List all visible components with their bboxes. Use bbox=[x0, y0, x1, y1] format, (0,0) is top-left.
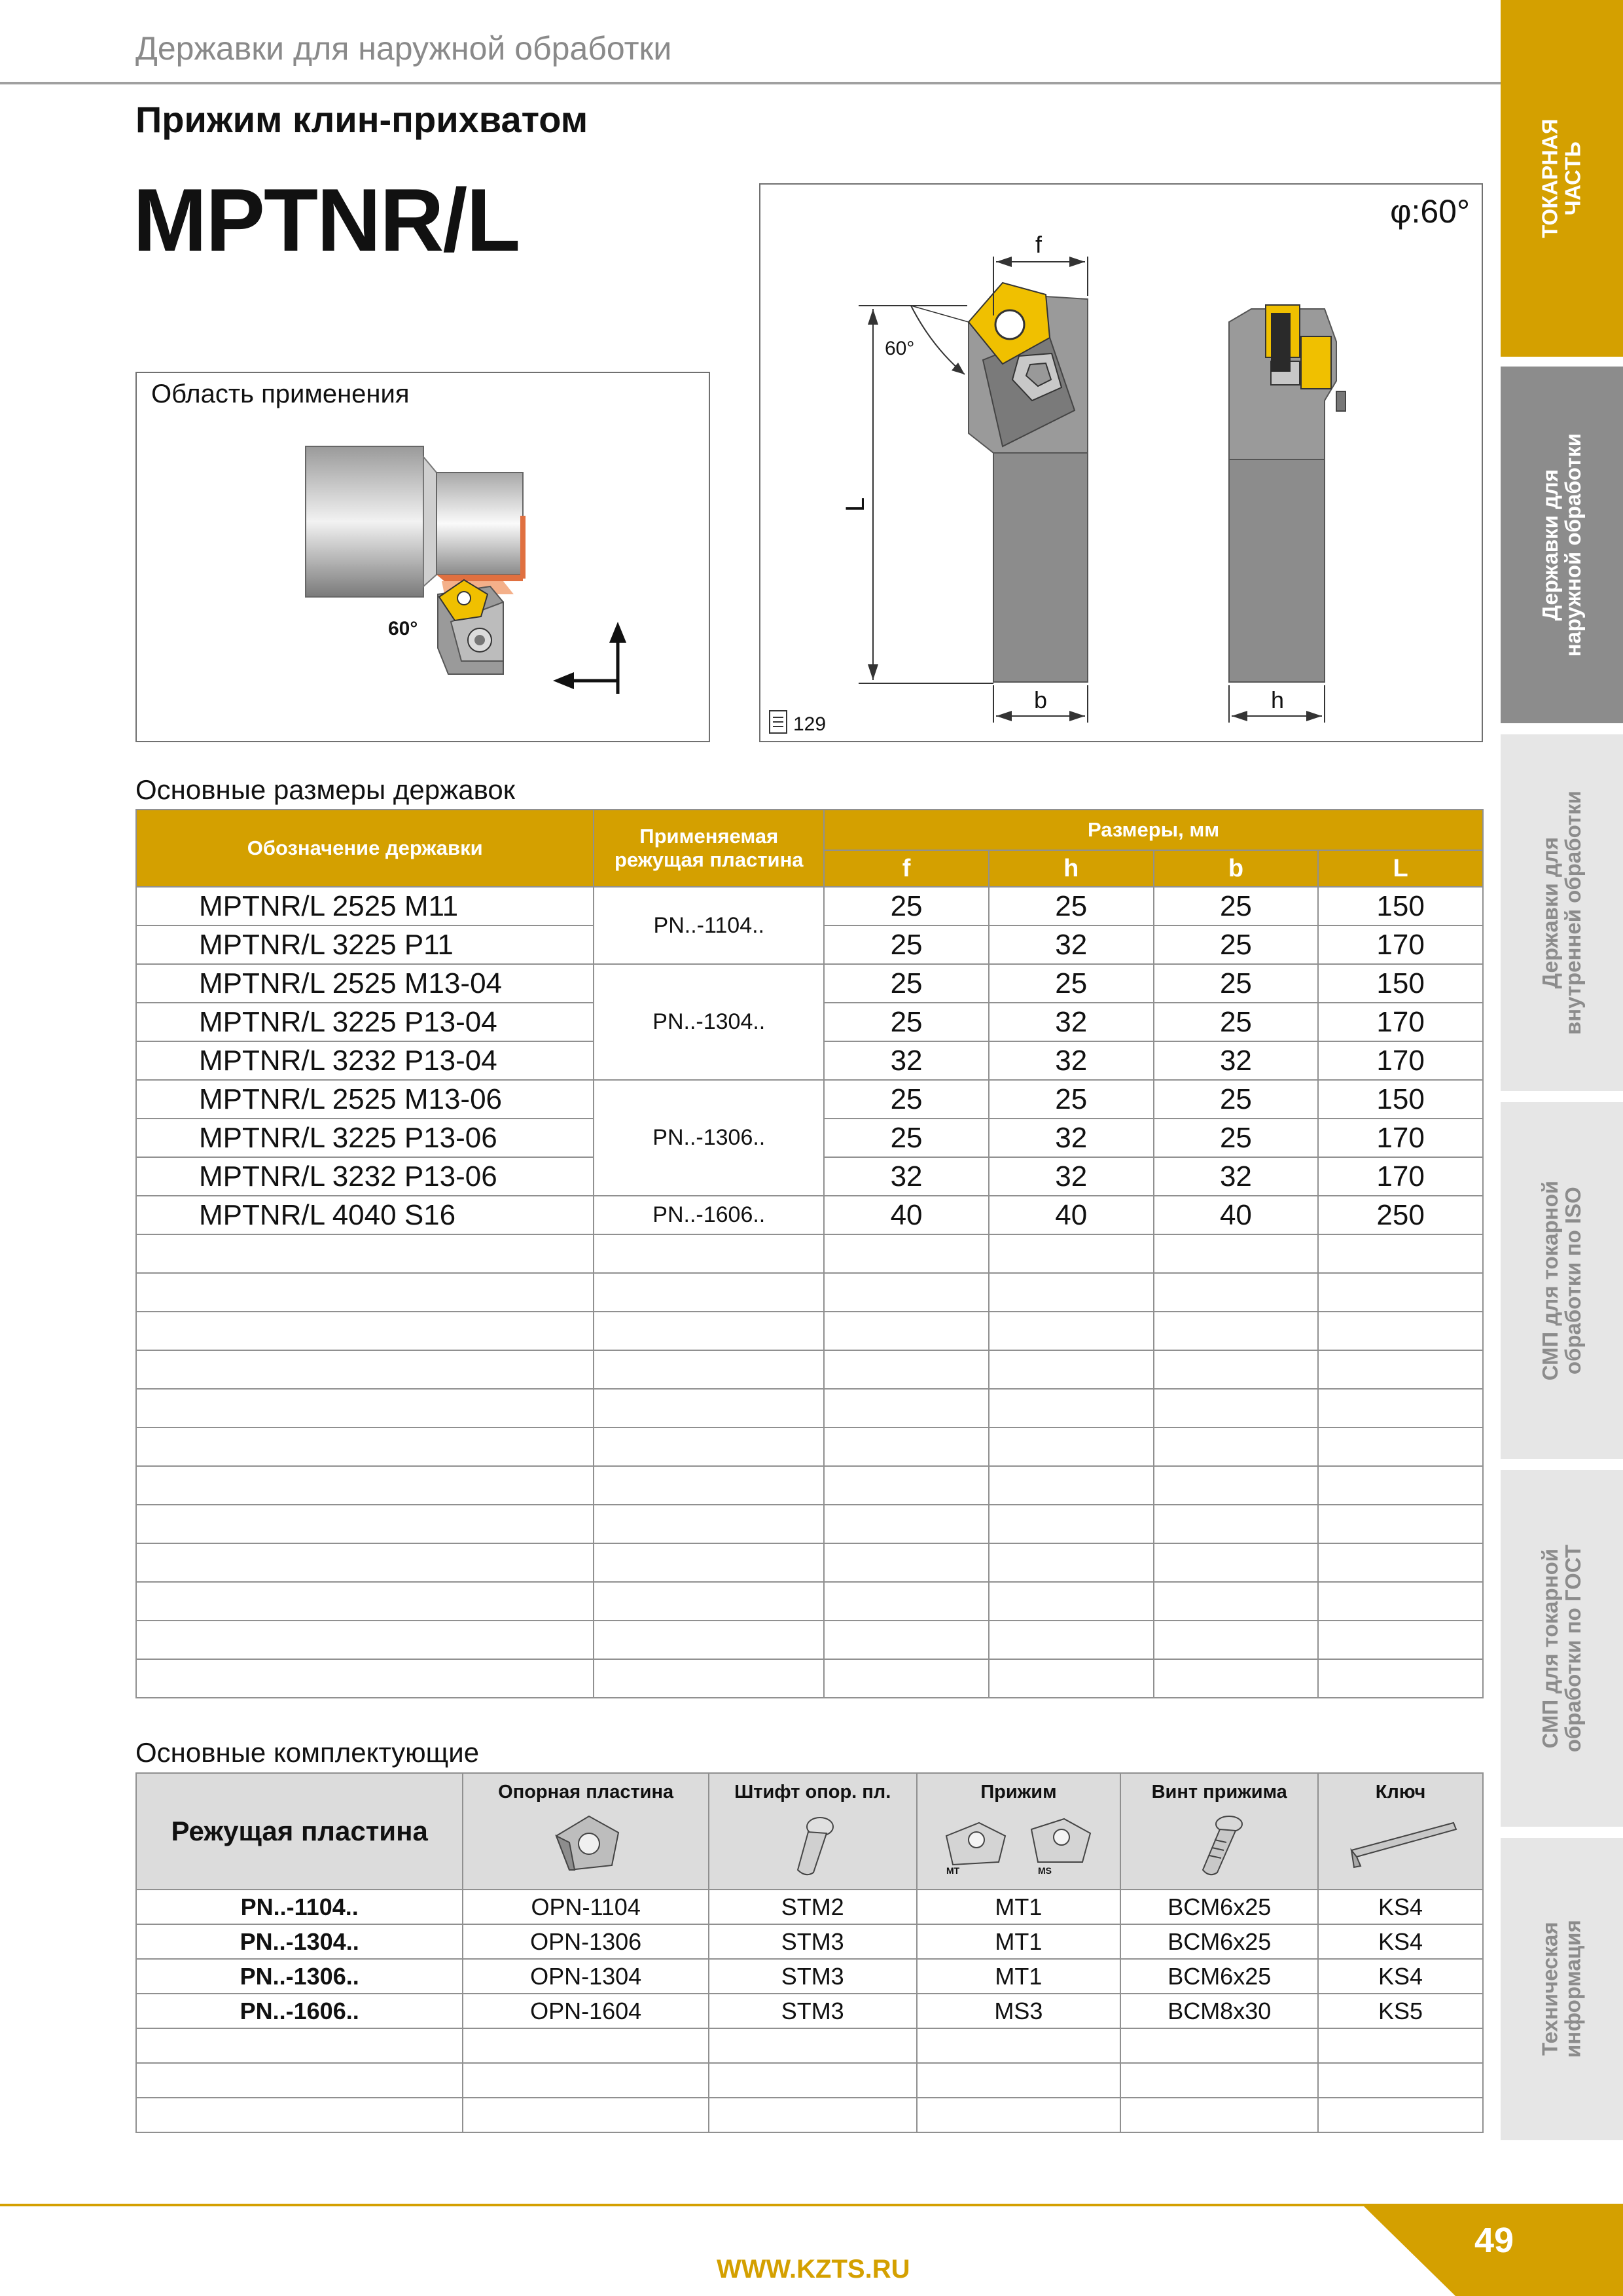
empty-cell bbox=[989, 1582, 1154, 1621]
designation-cell: MPTNR/L 3225 P13-06 bbox=[136, 1119, 594, 1157]
insert-cell: PN..-1606.. bbox=[594, 1196, 824, 1234]
f-cell: 25 bbox=[824, 1119, 989, 1157]
page-reference[interactable]: 129 bbox=[793, 713, 827, 735]
insert-cell: PN..-1306.. bbox=[136, 1959, 463, 1994]
table-row bbox=[136, 887, 1483, 925]
pin-cell: STM3 bbox=[709, 1959, 917, 1994]
empty-table-row bbox=[136, 1505, 1483, 1543]
key-cell: KS4 bbox=[1318, 1959, 1483, 1994]
empty-cell bbox=[1318, 2063, 1483, 2098]
sidebar-tab-label: Державки для внутренней обработки bbox=[1537, 790, 1585, 1035]
empty-cell bbox=[1154, 1466, 1319, 1505]
table-row bbox=[136, 1196, 1483, 1234]
dim-L-label: L bbox=[841, 497, 870, 512]
empty-cell bbox=[594, 1621, 824, 1659]
key-cell: KS5 bbox=[1318, 1994, 1483, 2028]
support-cell: OPN-1604 bbox=[463, 1994, 709, 2028]
b-cell: 25 bbox=[1154, 1003, 1319, 1041]
empty-table-row bbox=[136, 1466, 1483, 1505]
empty-cell bbox=[824, 1582, 989, 1621]
L-cell: 150 bbox=[1318, 1080, 1483, 1119]
sidebar-tab-label: СМП для токарной обработки по ГОСТ bbox=[1537, 1544, 1585, 1753]
hex-key-icon bbox=[1338, 1810, 1463, 1875]
empty-cell bbox=[1318, 1312, 1483, 1350]
empty-cell bbox=[824, 1621, 989, 1659]
empty-cell bbox=[824, 1505, 989, 1543]
screw-cell: BCM6x25 bbox=[1120, 1924, 1318, 1959]
support-pin-icon bbox=[777, 1810, 849, 1882]
b-cell: 25 bbox=[1154, 964, 1319, 1003]
f-cell: 25 bbox=[824, 887, 989, 925]
empty-cell bbox=[989, 1427, 1154, 1466]
clamp-icon bbox=[940, 1810, 1097, 1875]
clamp-cell: MT1 bbox=[917, 1924, 1121, 1959]
table-row bbox=[136, 1959, 1483, 1994]
col-support-plate bbox=[463, 1773, 709, 1890]
empty-cell bbox=[594, 1389, 824, 1427]
L-cell: 170 bbox=[1318, 1119, 1483, 1157]
empty-cell bbox=[1154, 1234, 1319, 1273]
components-table bbox=[135, 1772, 1484, 2133]
sidebar-tab-inserts-iso[interactable] bbox=[1501, 1102, 1623, 1459]
empty-cell bbox=[824, 1659, 989, 1698]
col-h: h bbox=[989, 850, 1154, 887]
table-row bbox=[136, 1890, 1483, 1924]
empty-cell bbox=[136, 1350, 594, 1389]
drawing-angle-label: 60° bbox=[885, 338, 915, 359]
empty-cell bbox=[463, 2098, 709, 2132]
empty-cell bbox=[1318, 2028, 1483, 2063]
sidebar-tab-label: ТОКАРНАЯ ЧАСТЬ bbox=[1537, 118, 1585, 238]
empty-cell bbox=[989, 1273, 1154, 1312]
b-cell: 32 bbox=[1154, 1041, 1319, 1080]
empty-table-row bbox=[136, 1350, 1483, 1389]
application-box bbox=[135, 372, 710, 742]
pin-cell: STM3 bbox=[709, 1924, 917, 1959]
empty-cell bbox=[136, 1312, 594, 1350]
empty-rows bbox=[136, 1234, 1483, 1698]
screw-cell: BCM6x25 bbox=[1120, 1959, 1318, 1994]
key-cell: KS4 bbox=[1318, 1890, 1483, 1924]
empty-cell bbox=[594, 1350, 824, 1389]
empty-cell bbox=[136, 2063, 463, 2098]
page-number: 49 bbox=[1474, 2221, 1514, 2260]
empty-table-row bbox=[136, 2063, 1483, 2098]
dim-f-label: f bbox=[1035, 231, 1043, 258]
empty-cell bbox=[594, 1312, 824, 1350]
empty-cell bbox=[1154, 1543, 1319, 1582]
insert-cell: PN..-1104.. bbox=[136, 1890, 463, 1924]
col-clamp bbox=[917, 1773, 1121, 1890]
sidebar-tab-internal-holders[interactable] bbox=[1501, 734, 1623, 1091]
empty-cell bbox=[989, 1505, 1154, 1543]
h-cell: 40 bbox=[989, 1196, 1154, 1234]
empty-cell bbox=[136, 1543, 594, 1582]
insert-cell: PN..-1304.. bbox=[136, 1924, 463, 1959]
empty-cell bbox=[136, 1505, 594, 1543]
empty-cell bbox=[989, 1312, 1154, 1350]
empty-cell bbox=[594, 1273, 824, 1312]
components-title: Основные комплектующие bbox=[135, 1737, 480, 1768]
sidebar-tab-inserts-gost[interactable] bbox=[1501, 1470, 1623, 1827]
holder-drawing bbox=[760, 185, 1484, 744]
h-cell: 25 bbox=[989, 887, 1154, 925]
designation-cell: MPTNR/L 3232 P13-06 bbox=[136, 1157, 594, 1196]
h-cell: 25 bbox=[989, 1080, 1154, 1119]
header-divider bbox=[0, 82, 1501, 84]
col-key bbox=[1318, 1773, 1483, 1890]
support-plate-icon bbox=[543, 1810, 628, 1875]
empty-cell bbox=[1318, 1389, 1483, 1427]
empty-cell bbox=[1318, 1234, 1483, 1273]
clamp-label: Прижим bbox=[980, 1782, 1057, 1803]
empty-cell bbox=[1154, 1312, 1319, 1350]
support-cell: OPN-1104 bbox=[463, 1890, 709, 1924]
empty-cell bbox=[1120, 2063, 1318, 2098]
clamp-ms-label: MS bbox=[1038, 1865, 1052, 1875]
insert-cell: PN..-1104.. bbox=[594, 887, 824, 964]
sidebar-tab-turning[interactable] bbox=[1501, 0, 1623, 357]
empty-table-row bbox=[136, 1427, 1483, 1466]
footer-divider bbox=[0, 2204, 1374, 2206]
phi-angle-label: φ:60° bbox=[1390, 193, 1470, 230]
empty-cell bbox=[989, 1234, 1154, 1273]
empty-cell bbox=[463, 2063, 709, 2098]
designation-cell: MPTNR/L 3232 P13-04 bbox=[136, 1041, 594, 1080]
empty-table-row bbox=[136, 1659, 1483, 1698]
page-category: Державки для наружной обработки bbox=[135, 30, 672, 67]
empty-cell bbox=[1154, 1389, 1319, 1427]
h-cell: 25 bbox=[989, 964, 1154, 1003]
f-cell: 25 bbox=[824, 1080, 989, 1119]
empty-cell bbox=[989, 1659, 1154, 1698]
dim-h-label: h bbox=[1271, 687, 1285, 713]
L-cell: 150 bbox=[1318, 887, 1483, 925]
empty-cell bbox=[1318, 1543, 1483, 1582]
empty-table-row bbox=[136, 1273, 1483, 1312]
empty-cell bbox=[136, 1234, 594, 1273]
empty-cell bbox=[1120, 2098, 1318, 2132]
table-row bbox=[136, 1924, 1483, 1959]
empty-cell bbox=[594, 1543, 824, 1582]
empty-cell bbox=[1318, 1350, 1483, 1389]
empty-cell bbox=[1318, 1505, 1483, 1543]
L-cell: 170 bbox=[1318, 1157, 1483, 1196]
dim-b-label: b bbox=[1034, 687, 1048, 713]
col-dimensions: Размеры, мм bbox=[824, 810, 1483, 850]
empty-table-row bbox=[136, 1389, 1483, 1427]
support-cell: OPN-1304 bbox=[463, 1959, 709, 1994]
application-angle-label: 60° bbox=[388, 618, 418, 639]
support-pin-label: Штифт опор. пл. bbox=[734, 1782, 891, 1803]
L-cell: 170 bbox=[1318, 1003, 1483, 1041]
support-cell: OPN-1306 bbox=[463, 1924, 709, 1959]
col-insert: Применяемая режущая пластина bbox=[594, 810, 824, 887]
h-cell: 32 bbox=[989, 1119, 1154, 1157]
empty-cell bbox=[136, 2028, 463, 2063]
empty-cell bbox=[136, 1273, 594, 1312]
empty-cell bbox=[136, 1621, 594, 1659]
sidebar bbox=[1501, 0, 1623, 2140]
empty-table-row bbox=[136, 1543, 1483, 1582]
key-label: Ключ bbox=[1375, 1782, 1426, 1803]
empty-table-row bbox=[136, 1234, 1483, 1273]
application-title: Область применения bbox=[151, 380, 410, 408]
L-cell: 170 bbox=[1318, 1041, 1483, 1080]
empty-cell bbox=[594, 1234, 824, 1273]
empty-table-row bbox=[136, 1582, 1483, 1621]
empty-cell bbox=[1318, 1427, 1483, 1466]
b-cell: 25 bbox=[1154, 887, 1319, 925]
empty-cell bbox=[136, 1659, 594, 1698]
sidebar-tab-tech-info[interactable] bbox=[1501, 1838, 1623, 2140]
designation-cell: MPTNR/L 2525 M13-04 bbox=[136, 964, 594, 1003]
empty-cell bbox=[989, 1389, 1154, 1427]
empty-cell bbox=[1120, 2028, 1318, 2063]
designation-cell: MPTNR/L 2525 M13-06 bbox=[136, 1080, 594, 1119]
pin-cell: STM2 bbox=[709, 1890, 917, 1924]
empty-cell bbox=[824, 1543, 989, 1582]
empty-cell bbox=[594, 1659, 824, 1698]
table-row bbox=[136, 1994, 1483, 2028]
empty-cell bbox=[1154, 1273, 1319, 1312]
clamp-cell: MT1 bbox=[917, 1959, 1121, 1994]
empty-cell bbox=[1318, 1273, 1483, 1312]
L-cell: 250 bbox=[1318, 1196, 1483, 1234]
page-title: MPTNR/L bbox=[133, 170, 520, 270]
col-f: f bbox=[824, 850, 989, 887]
empty-cell bbox=[824, 1273, 989, 1312]
b-cell: 25 bbox=[1154, 1119, 1319, 1157]
clamp-cell: MT1 bbox=[917, 1890, 1121, 1924]
col-clamp-screw bbox=[1120, 1773, 1318, 1890]
b-cell: 40 bbox=[1154, 1196, 1319, 1234]
L-cell: 150 bbox=[1318, 964, 1483, 1003]
empty-cell bbox=[1318, 1659, 1483, 1698]
empty-cell bbox=[824, 1427, 989, 1466]
empty-cell bbox=[1154, 1659, 1319, 1698]
sidebar-tab-label: Техническая информация bbox=[1537, 1920, 1585, 2058]
empty-cell bbox=[824, 1466, 989, 1505]
b-cell: 25 bbox=[1154, 925, 1319, 964]
insert-cell: PN..-1306.. bbox=[594, 1080, 824, 1196]
pin-cell: STM3 bbox=[709, 1994, 917, 2028]
screw-cell: BCM8x30 bbox=[1120, 1994, 1318, 2028]
table-row bbox=[136, 1080, 1483, 1119]
col-b: b bbox=[1154, 850, 1319, 887]
empty-cell bbox=[463, 2028, 709, 2063]
empty-table-row bbox=[136, 2028, 1483, 2063]
empty-rows bbox=[136, 2028, 1483, 2132]
empty-cell bbox=[824, 1389, 989, 1427]
empty-cell bbox=[1154, 1505, 1319, 1543]
insert-cell: PN..-1606.. bbox=[136, 1994, 463, 2028]
screw-cell: BCM6x25 bbox=[1120, 1890, 1318, 1924]
empty-cell bbox=[917, 2063, 1121, 2098]
empty-cell bbox=[136, 1427, 594, 1466]
empty-cell bbox=[989, 1621, 1154, 1659]
f-cell: 25 bbox=[824, 1003, 989, 1041]
empty-cell bbox=[136, 1466, 594, 1505]
insert-cell: PN..-1304.. bbox=[594, 964, 824, 1080]
empty-cell bbox=[709, 2063, 917, 2098]
b-cell: 25 bbox=[1154, 1080, 1319, 1119]
col-support-pin bbox=[709, 1773, 917, 1890]
empty-table-row bbox=[136, 1621, 1483, 1659]
application-illustration bbox=[137, 373, 711, 744]
empty-cell bbox=[824, 1234, 989, 1273]
h-cell: 32 bbox=[989, 1041, 1154, 1080]
empty-cell bbox=[1154, 1427, 1319, 1466]
empty-cell bbox=[709, 2028, 917, 2063]
sidebar-tab-label: Державки для наружной обработки bbox=[1537, 433, 1585, 657]
empty-cell bbox=[709, 2098, 917, 2132]
empty-cell bbox=[136, 1389, 594, 1427]
footer-url-link[interactable]: WWW.KZTS.RU bbox=[717, 2255, 910, 2284]
sidebar-tab-label: СМП для токарной обработки по ISO bbox=[1537, 1180, 1585, 1381]
b-cell: 32 bbox=[1154, 1157, 1319, 1196]
page-subtitle: Прижим клин-прихватом bbox=[135, 99, 588, 140]
empty-cell bbox=[1154, 1621, 1319, 1659]
empty-cell bbox=[594, 1466, 824, 1505]
col-L: L bbox=[1318, 850, 1483, 887]
empty-cell bbox=[1318, 1621, 1483, 1659]
support-plate-label: Опорная пластина bbox=[498, 1782, 674, 1803]
col-cutting-insert: Режущая пластина bbox=[136, 1773, 463, 1890]
screw-icon bbox=[1183, 1810, 1255, 1882]
empty-cell bbox=[917, 2028, 1121, 2063]
key-cell: KS4 bbox=[1318, 1924, 1483, 1959]
empty-cell bbox=[594, 1505, 824, 1543]
h-cell: 32 bbox=[989, 925, 1154, 964]
designation-cell: MPTNR/L 2525 M11 bbox=[136, 887, 594, 925]
empty-cell bbox=[594, 1427, 824, 1466]
f-cell: 25 bbox=[824, 925, 989, 964]
f-cell: 40 bbox=[824, 1196, 989, 1234]
col-designation: Обозначение державки bbox=[136, 810, 594, 887]
f-cell: 32 bbox=[824, 1157, 989, 1196]
empty-cell bbox=[824, 1312, 989, 1350]
empty-cell bbox=[989, 1543, 1154, 1582]
table-row bbox=[136, 964, 1483, 1003]
empty-cell bbox=[1318, 1582, 1483, 1621]
L-cell: 170 bbox=[1318, 925, 1483, 964]
page-reference-icon bbox=[770, 711, 787, 733]
empty-table-row bbox=[136, 2098, 1483, 2132]
clamp-screw-label: Винт прижима bbox=[1151, 1782, 1287, 1803]
sidebar-tab-external-holders[interactable] bbox=[1501, 367, 1623, 723]
f-cell: 25 bbox=[824, 964, 989, 1003]
empty-cell bbox=[136, 1582, 594, 1621]
empty-cell bbox=[136, 2098, 463, 2132]
empty-cell bbox=[989, 1350, 1154, 1389]
designation-cell: MPTNR/L 3225 P11 bbox=[136, 925, 594, 964]
main-table-title: Основные размеры державок bbox=[135, 774, 516, 805]
f-cell: 32 bbox=[824, 1041, 989, 1080]
empty-table-row bbox=[136, 1312, 1483, 1350]
empty-cell bbox=[824, 1350, 989, 1389]
empty-cell bbox=[989, 1466, 1154, 1505]
empty-cell bbox=[1154, 1350, 1319, 1389]
technical-drawing-box bbox=[759, 183, 1483, 742]
empty-cell bbox=[594, 1582, 824, 1621]
designation-cell: MPTNR/L 3225 P13-04 bbox=[136, 1003, 594, 1041]
empty-cell bbox=[1318, 2098, 1483, 2132]
designation-cell: MPTNR/L 4040 S16 bbox=[136, 1196, 594, 1234]
empty-cell bbox=[1154, 1582, 1319, 1621]
clamp-mt-label: MT bbox=[946, 1865, 960, 1875]
holder-dimensions-table bbox=[135, 809, 1484, 1698]
empty-cell bbox=[1318, 1466, 1483, 1505]
h-cell: 32 bbox=[989, 1003, 1154, 1041]
empty-cell bbox=[917, 2098, 1121, 2132]
h-cell: 32 bbox=[989, 1157, 1154, 1196]
clamp-cell: MS3 bbox=[917, 1994, 1121, 2028]
